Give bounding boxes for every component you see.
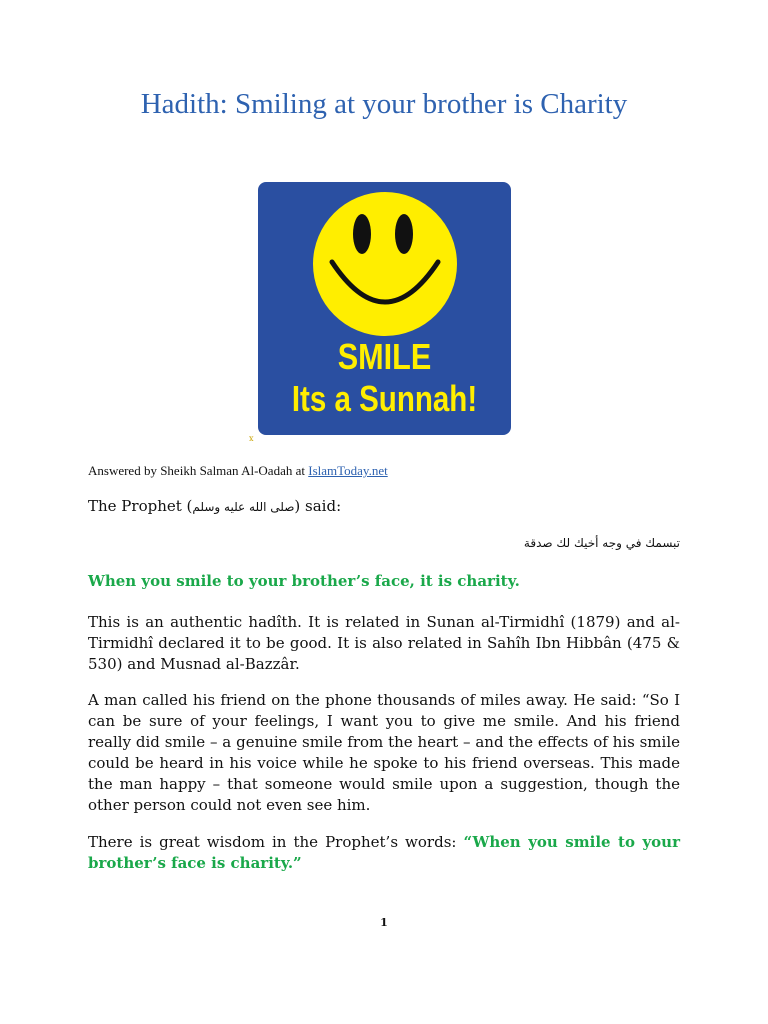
hadith-translation: When you smile to your brother’s face, it is charity. — [88, 572, 520, 590]
page-number: 1 — [380, 916, 388, 929]
credit-prefix: Answered by Sheikh Salman Al-Oadah at — [88, 463, 309, 478]
wisdom-quote: “When you smile to your brother’s face is charity.” — [88, 833, 680, 872]
answer-credit — [88, 463, 388, 479]
logo-sunnah-text: Its a Sunnah! — [291, 378, 478, 419]
arabic-honorific: صلى الله عليه وسلم — [192, 500, 295, 514]
islamtoday-link[interactable]: IslamToday.net — [308, 463, 388, 478]
prophet-prefix: The Prophet ( — [88, 497, 193, 515]
image-marker: x — [249, 434, 254, 443]
paragraph-phone-story: A man called his friend on the phone thousands of miles away. He said: “So I can be sure of your feelings, I want you to give me smile. And his friend really did smile – a genuine smile from the heart – and the effects of his smile could be heard in his voice while he spoke to his friend overseas. This made the man happy – that someone would smile upon a suggestion, though the other person could not even see him. — [88, 691, 680, 814]
prophet-suffix: ) said: — [294, 497, 342, 515]
paragraph-wisdom — [88, 832, 680, 874]
paragraph-authenticity: This is an authentic hadîth. It is related in Sunan al-Tirmidhî (1879) and al-Tirmidhî declared it to be good. It is also related in Sahîh Ibn Hibbân (475 & 530) and Musnad al-Bazzâr. — [88, 613, 680, 673]
wisdom-text: There is great wisdom in the Prophet’s words: — [88, 833, 464, 851]
arabic-hadith: تبسمك في وجه أخيك لك صدقة — [523, 536, 680, 550]
logo-smile-text: SMILE — [337, 336, 432, 377]
page-title: Hadith: Smiling at your brother is Charity — [140, 88, 628, 120]
prophet-said-line — [88, 497, 341, 515]
smile-sunnah-logo — [258, 182, 511, 435]
